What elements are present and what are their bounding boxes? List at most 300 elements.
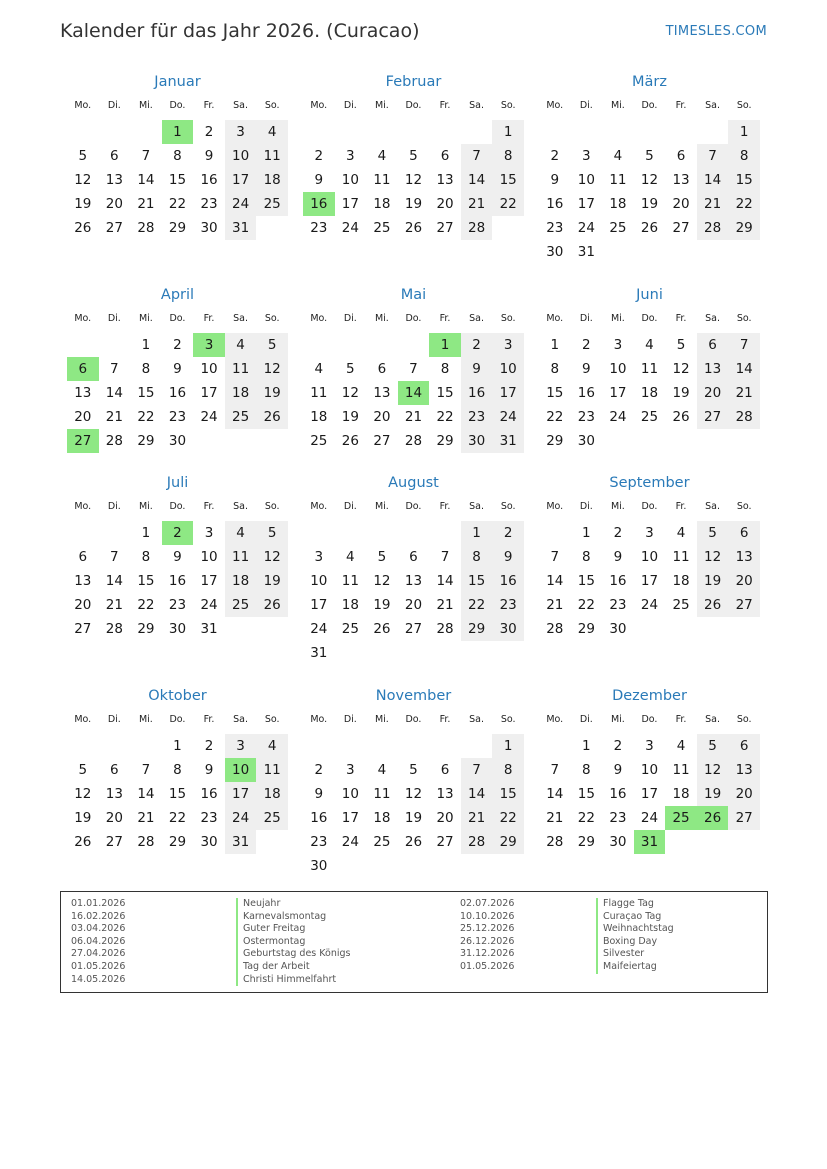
day-cell: 12 (404, 786, 423, 802)
weekend-day-cell: 6 (728, 519, 760, 545)
weekday-header: Do. (398, 307, 430, 331)
month-name: Mai (400, 287, 427, 303)
weekend-day-cell: 21 (728, 381, 760, 405)
holiday-date: 27.04.2026 (71, 948, 126, 960)
empty-cell (571, 118, 603, 144)
month-table (67, 708, 288, 854)
day-cell: 8 (582, 549, 591, 565)
day-cell: 1 (162, 732, 194, 758)
weekend-day-cell: 1 (492, 118, 524, 144)
day-cell: 15 (546, 385, 564, 401)
day-cell: 18 (310, 409, 328, 425)
week-row (303, 192, 524, 216)
empty-cell (665, 617, 697, 641)
month-name: Juni (636, 287, 663, 303)
day-cell: 19 (404, 810, 423, 826)
day-cell: 28 (105, 433, 123, 449)
day-cell: 11 (609, 172, 627, 188)
day-cell: 26 (404, 220, 423, 236)
day-cell: 23 (310, 834, 328, 850)
month-name: Dezember (612, 688, 687, 704)
weekend-day-cell: 19 (697, 782, 729, 806)
empty-cell (335, 641, 367, 665)
weekday-header: Do. (398, 495, 430, 519)
weekday-header: Sa. (697, 495, 729, 519)
day-cell: 31 (577, 244, 595, 260)
weekend-day-cell: 18 (256, 168, 288, 192)
weekday-header: Mi. (130, 495, 162, 519)
day-cell: 30 (200, 220, 218, 236)
day-cell: 10 (640, 549, 659, 565)
empty-cell (539, 732, 571, 758)
weekend-day-cell: 21 (461, 192, 493, 216)
weekend-day-cell: 1 (728, 118, 760, 144)
day-cell: 24 (640, 810, 659, 826)
weekend-day-cell: 28 (728, 405, 760, 429)
day-cell: 21 (546, 597, 564, 613)
week-row (303, 782, 524, 806)
weekend-day-cell: 4 (225, 331, 257, 357)
empty-cell (256, 429, 288, 453)
weekend-day-cell: 16 (492, 569, 524, 593)
day-cell: 4 (665, 519, 697, 545)
weekend-day-cell: 24 (225, 192, 257, 216)
holiday-date: 02.07.2026 (460, 898, 515, 909)
empty-cell (398, 519, 430, 545)
weekend-day-cell: 22 (492, 192, 524, 216)
empty-cell (429, 519, 461, 545)
weekend-day-cell: 7 (461, 758, 493, 782)
day-cell: 30 (609, 621, 627, 637)
day-cell: 27 (436, 220, 454, 236)
holiday-name: Guter Freitag (236, 923, 351, 936)
day-cell: 26 (672, 409, 690, 425)
week-row (539, 405, 760, 429)
day-cell: 1 (571, 519, 603, 545)
weekend-day-cell: 19 (697, 569, 729, 593)
day-cell: 15 (137, 573, 155, 589)
day-cell: 28 (105, 621, 123, 637)
day-cell: 19 (74, 196, 92, 212)
empty-cell (398, 641, 430, 665)
weekend-day-cell: 24 (225, 806, 257, 830)
weekend-day-cell: 7 (728, 331, 760, 357)
weekend-day-cell: 17 (492, 381, 524, 405)
week-row (67, 192, 288, 216)
day-cell: 20 (373, 409, 391, 425)
weekday-header: Di. (571, 94, 603, 118)
weekday-header: So. (256, 495, 288, 519)
day-cell: 22 (168, 810, 187, 826)
week-row (539, 331, 760, 357)
weekend-day-cell: 8 (492, 758, 524, 782)
empty-cell (366, 641, 398, 665)
day-cell: 3 (582, 148, 591, 164)
day-cell: 8 (173, 148, 182, 164)
day-cell: 22 (577, 810, 595, 826)
empty-cell (335, 519, 367, 545)
empty-cell (602, 118, 634, 144)
day-cell: 10 (640, 762, 659, 778)
day-cell: 26 (640, 220, 659, 236)
empty-cell (256, 216, 288, 240)
weekday-header: So. (492, 307, 524, 331)
day-cell: 5 (78, 148, 88, 164)
weekend-day-cell: 7 (697, 144, 729, 168)
day-cell: 23 (168, 597, 187, 613)
week-row (303, 519, 524, 545)
weekend-day-cell: 31 (225, 830, 257, 854)
day-cell: 24 (200, 409, 218, 425)
day-cell: 7 (550, 762, 560, 778)
day-cell: 22 (577, 597, 595, 613)
day-cell: 6 (78, 549, 88, 565)
brand-link[interactable]: TIMESLES.COM (665, 24, 767, 39)
weekday-header: Fr. (429, 708, 461, 732)
day-cell: 11 (310, 385, 328, 401)
weekday-header: Fr. (665, 708, 697, 732)
day-cell: 10 (341, 786, 359, 802)
weekday-header: Fr. (193, 94, 225, 118)
day-cell: 14 (546, 573, 564, 589)
day-cell: 23 (609, 810, 627, 826)
weekday-header: Mi. (366, 495, 398, 519)
weekday-header: So. (492, 708, 524, 732)
weekend-day-cell: 8 (461, 545, 493, 569)
month-mai (303, 283, 524, 453)
weekend-day-cell: 2 (461, 331, 493, 357)
holiday-date: 06.04.2026 (71, 935, 126, 947)
day-cell: 17 (609, 385, 627, 401)
day-cell: 27 (404, 621, 423, 637)
day-cell: 8 (550, 361, 560, 377)
month-name: Februar (385, 74, 442, 90)
empty-cell (539, 519, 571, 545)
empty-cell (67, 118, 99, 144)
empty-cell (728, 429, 760, 453)
day-cell: 29 (436, 433, 454, 449)
month-name: August (388, 475, 439, 491)
empty-cell (697, 118, 729, 144)
weekend-day-cell: 3 (225, 732, 257, 758)
week-row (539, 569, 760, 593)
holiday-day-cell: 10 (225, 758, 257, 782)
week-row (303, 118, 524, 144)
empty-cell (366, 519, 398, 545)
day-cell: 13 (105, 786, 123, 802)
day-cell: 20 (105, 810, 123, 826)
weekend-day-cell: 11 (225, 545, 257, 569)
day-cell: 8 (141, 361, 151, 377)
weekend-day-cell: 1 (492, 732, 524, 758)
empty-cell (335, 854, 367, 878)
weekend-day-cell: 3 (225, 118, 257, 144)
day-cell: 23 (168, 409, 187, 425)
week-row (539, 782, 760, 806)
day-cell: 29 (577, 621, 595, 637)
day-cell: 26 (341, 433, 359, 449)
day-cell: 12 (672, 361, 690, 377)
day-cell: 3 (346, 762, 355, 778)
week-row (539, 216, 760, 240)
day-cell: 13 (404, 573, 423, 589)
weekend-day-cell: 7 (461, 144, 493, 168)
day-cell: 15 (168, 786, 187, 802)
week-row (539, 357, 760, 381)
week-row (303, 429, 524, 453)
month-table (539, 307, 760, 453)
holiday-day-cell: 26 (697, 806, 729, 830)
month-name: September (609, 475, 690, 491)
weekday-header: Mi. (366, 307, 398, 331)
day-cell: 7 (409, 361, 418, 377)
day-cell: 4 (346, 549, 355, 565)
day-cell: 7 (141, 762, 151, 778)
weekend-day-cell: 12 (256, 545, 288, 569)
holiday-day-cell: 1 (429, 331, 461, 357)
day-cell: 18 (373, 196, 391, 212)
empty-cell (634, 118, 666, 144)
week-row (67, 758, 288, 782)
empty-cell (697, 429, 729, 453)
day-cell: 19 (640, 196, 659, 212)
day-cell: 26 (74, 220, 92, 236)
week-row (539, 617, 760, 641)
day-cell: 2 (162, 331, 194, 357)
day-cell: 29 (137, 433, 155, 449)
day-cell: 25 (310, 433, 328, 449)
empty-cell (697, 830, 729, 854)
empty-cell (366, 854, 398, 878)
weekday-header: Sa. (461, 708, 493, 732)
day-cell: 13 (436, 786, 454, 802)
day-cell: 4 (634, 331, 666, 357)
weekday-header: So. (728, 307, 760, 331)
week-row (67, 545, 288, 569)
day-cell: 11 (373, 172, 391, 188)
legend-names-right (596, 898, 674, 974)
empty-cell (99, 118, 131, 144)
month-januar (67, 70, 288, 240)
weekday-header: Mo. (303, 94, 335, 118)
weekday-header: Fr. (665, 307, 697, 331)
day-cell: 24 (341, 220, 359, 236)
weekend-day-cell: 14 (728, 357, 760, 381)
day-cell: 2 (314, 148, 324, 164)
month-table (539, 94, 760, 264)
weekend-day-cell: 24 (492, 405, 524, 429)
day-cell: 25 (640, 409, 659, 425)
weekend-day-cell: 26 (256, 405, 288, 429)
weekend-day-cell: 18 (225, 381, 257, 405)
day-cell: 6 (676, 148, 686, 164)
weekend-day-cell: 17 (225, 782, 257, 806)
weekend-day-cell: 27 (728, 806, 760, 830)
day-cell: 13 (74, 573, 92, 589)
day-cell: 10 (341, 172, 359, 188)
weekday-header: Di. (99, 495, 131, 519)
day-cell: 23 (200, 196, 218, 212)
day-cell: 6 (440, 762, 450, 778)
weekday-header: Fr. (429, 307, 461, 331)
weekend-day-cell: 13 (728, 758, 760, 782)
holiday-name: Silvester (596, 948, 674, 961)
week-row (539, 806, 760, 830)
month-oktober (67, 684, 288, 854)
day-cell: 15 (137, 385, 155, 401)
weekday-header: Mi. (602, 708, 634, 732)
holiday-day-cell: 2 (162, 519, 194, 545)
day-cell: 3 (193, 519, 225, 545)
week-row (539, 240, 760, 264)
empty-cell (728, 830, 760, 854)
day-cell: 6 (409, 549, 418, 565)
empty-cell (461, 854, 493, 878)
weekday-header: Do. (634, 708, 666, 732)
day-cell: 17 (310, 597, 328, 613)
holiday-date: 16.02.2026 (71, 910, 126, 922)
week-row (67, 569, 288, 593)
weekend-day-cell: 14 (461, 168, 493, 192)
day-cell: 14 (137, 172, 155, 188)
empty-cell (398, 854, 430, 878)
day-cell: 15 (168, 172, 187, 188)
weekday-header: Sa. (461, 94, 493, 118)
holiday-date: 25.12.2026 (460, 923, 515, 935)
day-cell: 20 (74, 597, 92, 613)
weekend-day-cell: 11 (256, 144, 288, 168)
week-row (303, 331, 524, 357)
weekday-header: Mi. (602, 307, 634, 331)
day-cell: 14 (137, 786, 155, 802)
day-cell: 27 (672, 220, 690, 236)
empty-cell (303, 732, 335, 758)
day-cell: 15 (577, 786, 595, 802)
weekend-day-cell: 9 (492, 545, 524, 569)
holiday-day-cell: 6 (67, 357, 99, 381)
day-cell: 12 (404, 172, 423, 188)
holiday-name: Maifeiertag (596, 961, 674, 974)
month-september (539, 471, 760, 641)
day-cell: 19 (373, 597, 391, 613)
week-row (303, 854, 524, 878)
month-juli (67, 471, 288, 641)
weekday-header: Mo. (67, 94, 99, 118)
week-row (303, 357, 524, 381)
week-row (303, 216, 524, 240)
day-cell: 23 (577, 409, 595, 425)
weekend-day-cell: 28 (461, 830, 493, 854)
day-cell: 21 (105, 597, 123, 613)
weekend-day-cell: 4 (225, 519, 257, 545)
month-table (539, 708, 760, 854)
weekend-day-cell: 29 (461, 617, 493, 641)
weekend-day-cell: 29 (728, 216, 760, 240)
day-cell: 28 (137, 220, 155, 236)
week-row (303, 168, 524, 192)
empty-cell (461, 732, 493, 758)
empty-cell (602, 240, 634, 264)
holiday-date: 03.04.2026 (71, 923, 126, 935)
day-cell: 22 (546, 409, 564, 425)
empty-cell (665, 118, 697, 144)
day-cell: 21 (137, 196, 155, 212)
holiday-day-cell: 3 (193, 331, 225, 357)
month-märz (539, 70, 760, 264)
empty-cell (130, 732, 162, 758)
weekday-header: Di. (99, 94, 131, 118)
holiday-date: 01.01.2026 (71, 898, 126, 909)
weekday-header: So. (256, 94, 288, 118)
weekday-header: Mo. (67, 307, 99, 331)
day-cell: 9 (204, 762, 214, 778)
week-row (67, 806, 288, 830)
weekday-header: Sa. (225, 708, 257, 732)
week-row (539, 429, 760, 453)
week-row (303, 405, 524, 429)
day-cell: 18 (341, 597, 359, 613)
day-cell: 2 (550, 148, 560, 164)
day-cell: 30 (577, 433, 595, 449)
week-row (67, 429, 288, 453)
empty-cell (697, 617, 729, 641)
week-row (539, 168, 760, 192)
day-cell: 24 (640, 597, 659, 613)
day-cell: 13 (74, 385, 92, 401)
weekday-header: Fr. (193, 708, 225, 732)
week-row (67, 519, 288, 545)
empty-cell (256, 617, 288, 641)
empty-cell (634, 429, 666, 453)
day-cell: 9 (204, 148, 214, 164)
weekend-day-cell: 18 (225, 569, 257, 593)
week-row (67, 617, 288, 641)
weekend-day-cell: 25 (256, 192, 288, 216)
month-juni (539, 283, 760, 453)
empty-cell (193, 429, 225, 453)
weekday-header: So. (728, 94, 760, 118)
weekday-header: Di. (335, 94, 367, 118)
weekday-header: Mo. (67, 708, 99, 732)
empty-cell (539, 118, 571, 144)
weekday-header: Do. (398, 94, 430, 118)
day-cell: 10 (609, 361, 627, 377)
holiday-name: Geburtstag des Königs (236, 948, 351, 961)
weekday-header: Do. (398, 708, 430, 732)
day-cell: 26 (373, 621, 391, 637)
weekday-header: Di. (335, 708, 367, 732)
day-cell: 23 (546, 220, 564, 236)
empty-cell (225, 617, 257, 641)
holiday-day-cell: 31 (634, 830, 666, 854)
day-cell: 19 (672, 385, 690, 401)
day-cell: 13 (373, 385, 391, 401)
week-row (67, 357, 288, 381)
weekend-day-cell: 23 (492, 593, 524, 617)
empty-cell (303, 519, 335, 545)
day-cell: 29 (168, 220, 187, 236)
weekend-day-cell: 11 (256, 758, 288, 782)
day-cell: 12 (373, 573, 391, 589)
week-row (539, 144, 760, 168)
week-row (67, 593, 288, 617)
weekend-day-cell: 15 (728, 168, 760, 192)
weekday-header: So. (492, 94, 524, 118)
weekday-header: So. (492, 495, 524, 519)
day-cell: 8 (173, 762, 182, 778)
day-cell: 16 (200, 172, 218, 188)
day-cell: 7 (110, 549, 119, 565)
